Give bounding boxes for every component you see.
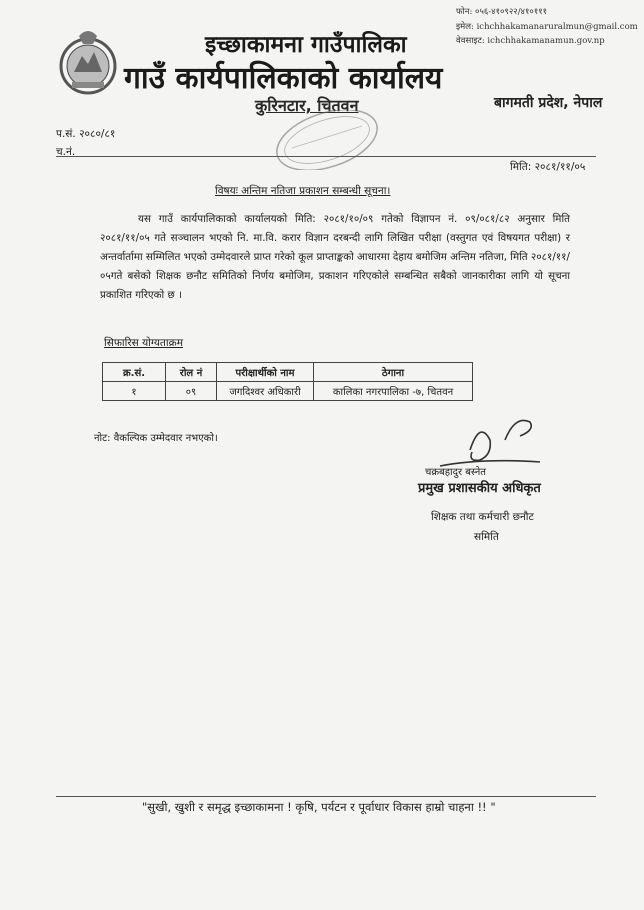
table-header: ठेगाना — [314, 363, 473, 382]
contact-phone: फोन: ०५६-४१०९२२/४१०१११ — [456, 7, 548, 17]
signatory-name: चक्रबहादुर बस्नेत — [425, 467, 486, 478]
nepal-emblem-icon — [52, 26, 124, 96]
header-divider — [56, 156, 596, 157]
table-cell: १ — [103, 382, 166, 401]
patra-sankhya: प.सं. २०८०/८१ — [56, 128, 116, 140]
office-location: कुरिनटार, चितवन — [255, 96, 359, 115]
result-table — [102, 362, 473, 401]
municipality-name: इच्छाकामना गाउँपालिका — [205, 32, 407, 58]
contact-website: वेवसाइट: ichchhakamanamun.gov.np — [456, 36, 605, 46]
office-stamp — [272, 110, 382, 170]
province-label: बागमती प्रदेश, नेपाल — [494, 95, 603, 111]
table-header-row — [103, 363, 473, 382]
subject-line: विषयः अन्तिम नतिजा प्रकाशन सम्बन्धी सूचना। — [215, 185, 391, 197]
contact-email: इमेल: ichchhakamanaruralmun@gmail.com — [456, 22, 638, 32]
chalani-number: च.नं. — [56, 146, 76, 158]
table-header: परीक्षार्थीको नाम — [217, 363, 314, 382]
committee-suffix: समिति — [474, 531, 499, 543]
footer-divider — [56, 796, 596, 797]
office-name: गाउँ कार्यपालिकाको कार्यालय — [124, 61, 443, 96]
table-row — [103, 382, 473, 401]
committee-name: शिक्षक तथा कर्मचारी छनौट — [431, 511, 534, 523]
table-cell: जगदिश्वर अधिकारी — [217, 382, 314, 401]
table-header: क्र.सं. — [103, 363, 166, 382]
footer-slogan: "सुखी, खुशी र समृद्ध इच्छाकामना ! कृषि, पर्यटन र पूर्वाधार विकास हाम्रो चाहना !! " — [142, 800, 496, 814]
document-date: मिति: २०८१/११/०५ — [510, 161, 586, 173]
signatory-title: प्रमुख प्रशासकीय अधिकृत — [418, 481, 541, 496]
note-text: नोट: वैकल्पिक उम्मेदवार नभएको। — [94, 433, 218, 444]
table-header: रोल नं — [166, 363, 217, 382]
recommendation-heading: सिफारिस योग्यताक्रम — [104, 337, 183, 349]
table-cell: ०९ — [166, 382, 217, 401]
table-cell: कालिका नगरपालिका -७, चितवन — [314, 382, 473, 401]
notice-body: यस गाउँ कार्यपालिकाको कार्यालयको मिति: २०८१/१०/०९ गतेको विज्ञापन नं. ०९/०८१/८२ अनुसार मिति २०८१/११/०५ गते सञ्चालन भएको नि. मा.वि. करार विज्ञान दरबन्दी लागि लिखित परीक्षा (वस्तुगत एवं विषयगत परीक्षा) र अन्तर्वार्तामा सम्मिलित भएको उम्मेदवारले प्राप्त गरेको कूल प्राप्ताङ्कको आधारमा देहाय बमोजिम अन्तिम नतिजा, मिति २०८१/११/ ०५गते बसेको शिक्षक छनौट समितिको निर्णय बमोजिम, प्रकाशन गरिएकोले सम्बन्धित सबैको जानकारीका लागि यो सूचना प्रकाशित गरिएको छ । — [100, 213, 570, 301]
